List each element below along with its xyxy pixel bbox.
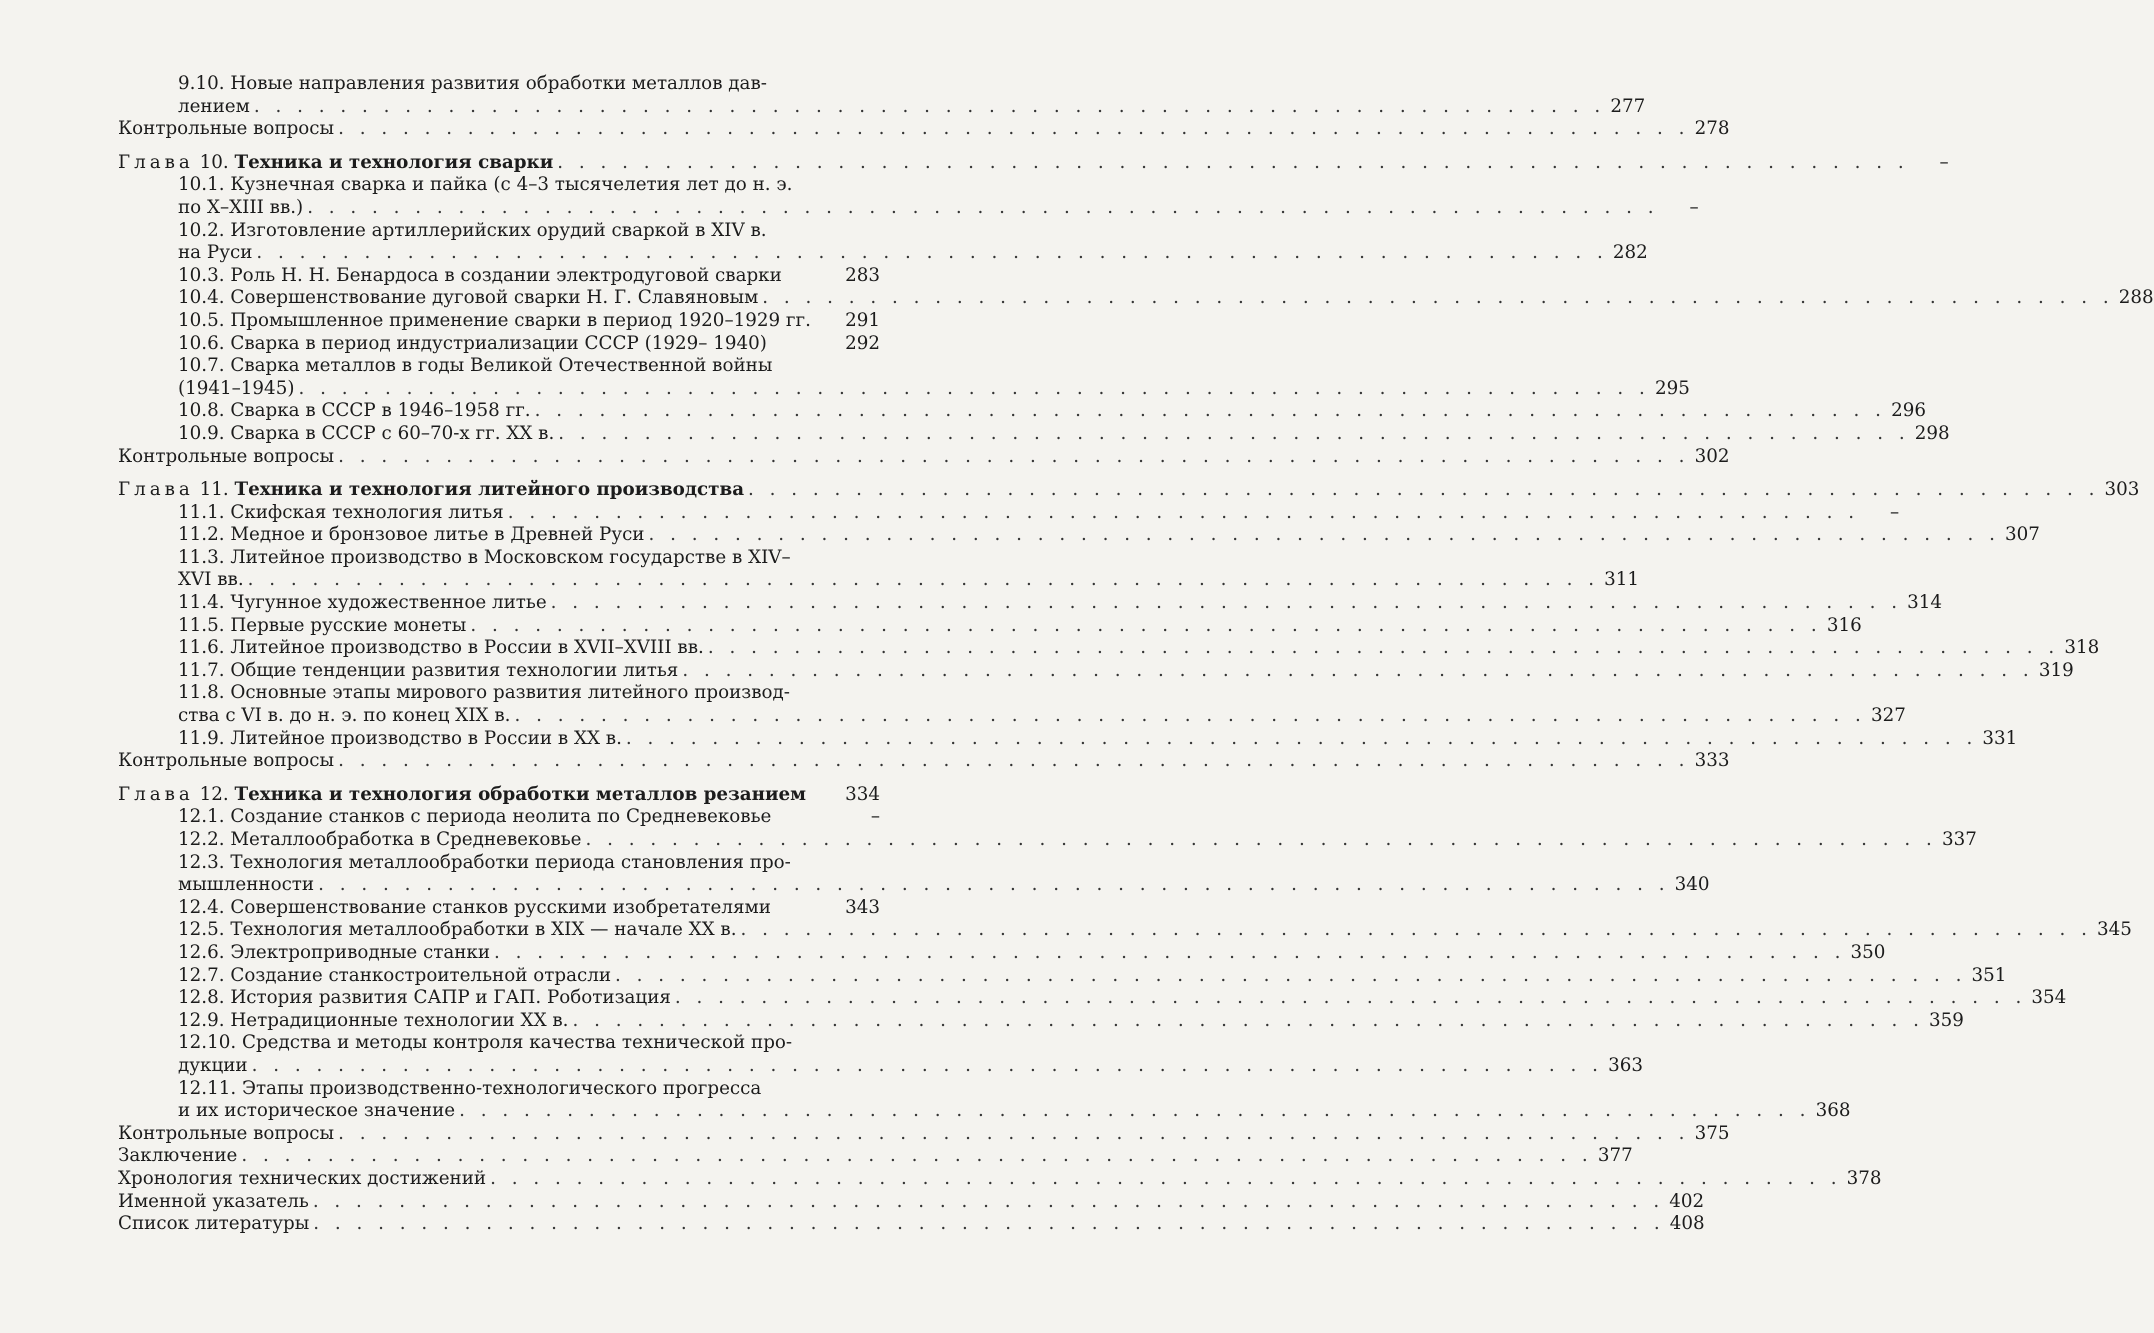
page-number: –	[1939, 151, 1949, 173]
dot-leader: . . . . . . . . . . . . . . . . . . . . . . . . . . . . . . . . . . . . . . . . . . . . . . . . . . . . . . . . . . . . . . .	[748, 479, 2100, 501]
dot-leader: . . . . . . . . . . . . . . . . . . . . . . . . . . . . . . . . . . . . . . . . . . . . . . . . . . . . . . . . . . . . . . .	[514, 705, 1866, 727]
chapter-number: 11.	[199, 479, 235, 501]
toc-entry-title: дукции	[178, 1054, 248, 1076]
toc-entry	[118, 705, 1906, 728]
toc-entry	[118, 897, 880, 920]
dot-leader: . . . . . . . . . . . . . . . . . . . . . . . . . . . . . . . . . . . . . . . . . . . . . . . . . . . . . . . . . . . . . . .	[318, 874, 1670, 896]
toc-entry-title: 12.4. Совершенствование станков русскими изобретателями	[178, 896, 771, 918]
page-number: 311	[1604, 569, 1640, 591]
toc-entry	[118, 73, 880, 96]
page-number: 375	[1694, 1122, 1730, 1144]
dot-leader: . . . . . . . . . . . . . . . . . . . . . . . . . . . . . . . . . . . . . . . . . . . . . . . . . . . . . . . . . . . . . . .	[338, 1122, 1690, 1144]
toc-entry-title: 9.10. Новые направления развития обработки металлов дав-	[178, 73, 767, 94]
table-of-contents	[118, 73, 2154, 1236]
toc-entry-title: 11.3. Литейное производство в Московском государстве в XIV–	[178, 546, 791, 568]
page-number: 351	[1971, 964, 2007, 986]
toc-entry	[118, 987, 2067, 1010]
dot-leader: . . . . . . . . . . . . . . . . . . . . . . . . . . . . . . . . . . . . . . . . . . . . . . . . . . . . . . . . . . . . . . .	[312, 1190, 1665, 1212]
page-number: 318	[2064, 637, 2100, 659]
toc-entry	[118, 1167, 1882, 1191]
page-number: 307	[2004, 524, 2040, 546]
dot-leader: . . . . . . . . . . . . . . . . . . . . . . . . . . . . . . . . . . . . . . . . . . . . . . . . . . . . . . . . . . . . . . .	[558, 422, 1910, 444]
dot-leader: . . . . . . . . . . . . . . . . . . . . . . . . . . . . . . . . . . . . . . . . . . . . . . . . . . . . . . . . . . . . . . .	[494, 941, 1846, 963]
toc-chapter-heading	[118, 479, 2140, 502]
page-number: 350	[1850, 941, 1886, 963]
toc-entry	[118, 1009, 1964, 1033]
toc-entry-title: лением	[178, 95, 250, 117]
page-number: 314	[1907, 592, 1943, 614]
toc-entry	[118, 874, 1710, 897]
toc-entry-title: 12.10. Средства и методы контроля качества технической про-	[178, 1032, 793, 1054]
toc-entry	[118, 174, 880, 197]
toc-entry	[118, 95, 1646, 119]
toc-entry	[118, 220, 880, 243]
page-number: –	[1689, 196, 1699, 218]
chapter-number: 10.	[199, 151, 235, 173]
chapter-number: 12.	[199, 783, 235, 805]
page-number: 302	[1694, 445, 1730, 467]
page-number: 327	[1870, 705, 1906, 727]
chapter-title: Техника и технология сварки	[234, 151, 554, 173]
chapter-label: Глава	[118, 479, 194, 501]
toc-entry	[118, 592, 1943, 615]
toc-entry-title: Контрольные вопросы	[118, 118, 335, 140]
toc-entry-title: 10.1. Кузнечная сварка и пайка (с 4–3 тысячелетия лет до н. э.	[178, 174, 793, 196]
dot-leader: . . . . . . . . . . . . . . . . . . . . . . . . . . . . . . . . . . . . . . . . . . . . . . . . . . . . . . . . . . . . . . .	[470, 614, 1822, 636]
toc-entry-title: 12.8. История развития САПР и ГАП. Роботизация	[178, 987, 671, 1009]
page-number: 331	[1982, 727, 2018, 749]
dot-leader: . . . . . . . . . . . . . . . . . . . . . . . . . . . . . . . . . . . . . . . . . . . . . . . . . . . . . . . . . . . . . . .	[256, 242, 1608, 264]
page-number: 408	[1669, 1213, 1705, 1235]
dot-leader: . . . . . . . . . . . . . . . . . . . . . . . . . . . . . . . . . . . . . . . . . . . . . . . . . . . . . . . . . . . . . . .	[534, 400, 1886, 422]
page-number: 316	[1826, 614, 1862, 636]
toc-entry	[118, 964, 2007, 988]
dot-leader: . . . . . . . . . . . . . . . . . . . . . . . . . . . . . . . . . . . . . . . . . . . . . . . . . . . . . . . . . . . . . . .	[338, 118, 1690, 140]
page-number: –	[1889, 501, 1900, 523]
toc-entry	[118, 445, 1730, 469]
page-number: 295	[1654, 377, 1690, 399]
toc-entry	[118, 118, 1730, 141]
toc-entry	[118, 614, 1862, 638]
toc-entry-title: 11.1. Скифская технология литья	[178, 501, 504, 523]
toc-entry-title: 10.2. Изготовление артиллерийских орудий сваркой в XIV в.	[178, 219, 767, 241]
toc-entry	[118, 852, 880, 875]
toc-entry	[118, 355, 880, 378]
toc-entry	[118, 682, 880, 705]
chapter-title: Техника и технология литейного производства	[234, 479, 745, 501]
toc-entry-title: 11.7. Общие тенденции развития технологии литья	[178, 659, 679, 681]
dot-leader: . . . . . . . . . . . . . . . . . . . . . . . . . . . . . . . . . . . . . . . . . . . . . . . . . . . . . . . . . . . . . . .	[459, 1100, 1811, 1122]
dot-leader: . . . . . . . . . . . . . . . . . . . . . . . . . . . . . . . . . . . . . . . . . . . . . . . . . . . . . . . . . . . . . . .	[682, 659, 2034, 681]
page-number: 282	[1612, 242, 1648, 264]
toc-entry-title	[118, 152, 553, 175]
toc-entry	[118, 829, 1977, 852]
page-number: 378	[1846, 1167, 1882, 1189]
page-number: –	[870, 806, 880, 828]
toc-entry-title: 10.7. Сварка металлов в годы Великой Отечественной войны	[178, 355, 773, 377]
toc-entry-title: Контрольные вопросы	[118, 445, 335, 467]
page-number: 377	[1597, 1145, 1633, 1167]
page-number: 298	[1914, 422, 1950, 444]
toc-entry-title: мышленности	[178, 874, 315, 896]
page-number: 337	[1941, 829, 1977, 850]
page-number: 319	[2038, 659, 2074, 681]
toc-entry	[118, 242, 1648, 265]
toc-entry-title: ства с VI в. до н. э. по конец XIX в.	[178, 705, 511, 727]
page-number: 345	[2097, 919, 2132, 941]
toc-entry	[118, 422, 1950, 446]
page-number: 334	[845, 783, 880, 805]
toc-entry-title: 10.6. Сварка в период индустриализации СССР (1929– 1940)	[178, 332, 767, 354]
page-number: 278	[1694, 118, 1730, 140]
toc-entry-title: 10.9. Сварка в СССР с 60–70-х гг. XX в.	[178, 422, 555, 444]
toc-entry-title: 11.5. Первые русские монеты	[178, 614, 467, 636]
dot-leader: . . . . . . . . . . . . . . . . . . . . . . . . . . . . . . . . . . . . . . . . . . . . . . . . . . . . . . . . . . . . . . .	[490, 1167, 1842, 1189]
toc-entry	[118, 1145, 1633, 1168]
dot-leader: . . . . . . . . . . . . . . . . . . . . . . . . . . . . . . . . . . . . . . . . . . . . . . . . . . . . . . . . . . . . . . .	[251, 1054, 1603, 1076]
dot-leader: . . . . . . . . . . . . . . . . . . . . . . . . . . . . . . . . . . . . . . . . . . . . . . . . . . . . . . . . . . . . . . .	[615, 964, 1967, 986]
toc-entry	[118, 1054, 1643, 1078]
toc-entry-title: XVI вв.	[178, 569, 244, 591]
toc-entry-title: Контрольные вопросы	[118, 1122, 335, 1144]
toc-entry-title: 10.5. Промышленное применение сварки в период 1920–1929 гг.	[178, 309, 811, 331]
toc-entry-title: Список литературы	[118, 1213, 310, 1235]
dot-leader: . . . . . . . . . . . . . . . . . . . . . . . . . . . . . . . . . . . . . . . . . . . . . . . . . . . . . . . . . . . . . . .	[253, 95, 1606, 117]
toc-entry-title: 12.7. Создание станкостроительной отрасли	[178, 964, 612, 986]
toc-entry	[118, 569, 1640, 592]
chapter-title: Техника и технология обработки металлов резанием	[234, 783, 807, 805]
toc-entry-title: 10.8. Сварка в СССР в 1946–1958 гг.	[178, 400, 531, 422]
toc-entry-title: 11.9. Литейное производство в России в XX в.	[178, 727, 622, 749]
toc-entry	[118, 287, 2154, 310]
chapter-label: Глава	[118, 783, 194, 805]
toc-entry	[118, 501, 1900, 525]
toc-entry	[118, 547, 880, 570]
toc-entry	[118, 637, 2100, 660]
dot-leader: . . . . . . . . . . . . . . . . . . . . . . . . . . . . . . . . . . . . . . . . . . . . . . . . . . . . . . . . . . . . . . .	[707, 637, 2060, 659]
toc-chapter-heading	[118, 784, 880, 807]
page-number: 291	[845, 309, 880, 331]
dot-leader: . . . . . . . . . . . . . . . . . . . . . . . . . . . . . . . . . . . . . . . . . . . . . . . . . . . . . . . . . . . . . . .	[572, 1009, 1924, 1031]
toc-entry-title: Контрольные вопросы	[118, 750, 335, 772]
chapter-label: Глава	[118, 151, 194, 173]
toc-entry-title: 12.6. Электроприводные станки	[178, 941, 491, 963]
toc-entry	[118, 1122, 1730, 1146]
toc-entry	[118, 196, 1699, 220]
dot-leader: . . . . . . . . . . . . . . . . . . . . . . . . . . . . . . . . . . . . . . . . . . . . . . . . . . . . . . . . . . . . . . .	[307, 196, 1659, 218]
toc-entry-title	[118, 784, 806, 807]
page-number: 340	[1674, 874, 1710, 896]
toc-entry	[118, 400, 1926, 423]
dot-leader: . . . . . . . . . . . . . . . . . . . . . . . . . . . . . . . . . . . . . . . . . . . . . . . . . . . . . . . . . . . . . . .	[507, 501, 1860, 523]
toc-entry-title: 12.5. Технология металлообработки в XIX — начале XX в.	[178, 919, 737, 941]
toc-entry	[118, 941, 1886, 965]
dot-leader: . . . . . . . . . . . . . . . . . . . . . . . . . . . . . . . . . . . . . . . . . . . . . . . . . . . . . . . . . . . . . . .	[550, 592, 1903, 614]
toc-entry	[118, 1213, 1705, 1236]
toc-entry-title: (1941–1945)	[178, 377, 295, 399]
page-number: 368	[1815, 1100, 1851, 1122]
toc-entry	[118, 1100, 1851, 1123]
dot-leader: . . . . . . . . . . . . . . . . . . . . . . . . . . . . . . . . . . . . . . . . . . . . . . . . . . . . . . . . . . . . . . .	[625, 727, 1978, 749]
toc-entry-title: на Руси	[178, 242, 253, 264]
toc-entry	[118, 265, 880, 288]
toc-entry-title: 11.8. Основные этапы мирового развития литейного производ-	[178, 682, 790, 704]
toc-entry-title: 12.1. Создание станков с периода неолита по Средневековье	[178, 806, 772, 828]
page-number: 333	[1694, 750, 1730, 772]
page-number: 277	[1610, 95, 1646, 117]
page-number: 354	[2031, 987, 2067, 1009]
toc-entry-title: Хронология технических достижений	[118, 1167, 487, 1189]
toc-entry-title: Заключение	[118, 1145, 238, 1167]
dot-leader: . . . . . . . . . . . . . . . . . . . . . . . . . . . . . . . . . . . . . . . . . . . . . . . . . . . . . . . . . . . . . . .	[557, 151, 1909, 173]
toc-entry	[118, 310, 880, 333]
toc-entry-title: 12.9. Нетрадиционные технологии XX в.	[178, 1009, 569, 1031]
toc-entry	[118, 806, 880, 829]
toc-entry-title: 11.2. Медное и бронзовое литье в Древней Руси	[178, 524, 645, 546]
toc-entry-title: 11.4. Чугунное художественное литье	[178, 592, 547, 614]
toc-entry-title: и их историческое значение	[178, 1100, 456, 1122]
toc-entry-title: 11.6. Литейное производство в России в XVII–XVIII вв.	[178, 637, 704, 659]
toc-entry-title: 12.2. Металлообработка в Средневековье	[178, 829, 582, 850]
toc-entry	[118, 659, 2074, 683]
toc-entry-title: 10.4. Совершенствование дуговой сварки Н. Г. Славяновым	[178, 287, 759, 309]
dot-leader: . . . . . . . . . . . . . . . . . . . . . . . . . . . . . . . . . . . . . . . . . . . . . . . . . . . . . . . . . . . . . . .	[740, 919, 2092, 941]
toc-entry-title: 12.11. Этапы производственно-технологического прогресса	[178, 1077, 762, 1099]
toc-chapter-heading	[118, 151, 1949, 175]
toc-entry	[118, 727, 2018, 751]
page-number: 402	[1669, 1190, 1705, 1212]
toc-entry-title: 12.3. Технология металлообработки периода становления про-	[178, 851, 791, 873]
toc-entry-title: Именной указатель	[118, 1190, 309, 1212]
toc-entry	[118, 333, 880, 356]
toc-entry	[118, 524, 2040, 547]
dot-leader: . . . . . . . . . . . . . . . . . . . . . . . . . . . . . . . . . . . . . . . . . . . . . . . . . . . . . . . . . . . . . . .	[298, 377, 1650, 399]
toc-entry	[118, 1190, 1705, 1214]
dot-leader: . . . . . . . . . . . . . . . . . . . . . . . . . . . . . . . . . . . . . . . . . . . . . . . . . . . . . . . . . . . . . . .	[241, 1145, 1593, 1167]
toc-entry	[118, 1078, 880, 1101]
page-number: 303	[2104, 479, 2140, 501]
toc-entry-title: по X–XIII вв.)	[178, 196, 304, 218]
page-number: 296	[1891, 400, 1926, 422]
dot-leader: . . . . . . . . . . . . . . . . . . . . . . . . . . . . . . . . . . . . . . . . . . . . . . . . . . . . . . . . . . . . . . .	[313, 1213, 1665, 1235]
toc-entry	[118, 1032, 880, 1055]
dot-leader: . . . . . . . . . . . . . . . . . . . . . . . . . . . . . . . . . . . . . . . . . . . . . . . . . . . . . . . . . . . . . . .	[762, 287, 2114, 309]
dot-leader: . . . . . . . . . . . . . . . . . . . . . . . . . . . . . . . . . . . . . . . . . . . . . . . . . . . . . . . . . . . . . . .	[247, 569, 1600, 591]
dot-leader: . . . . . . . . . . . . . . . . . . . . . . . . . . . . . . . . . . . . . . . . . . . . . . . . . . . . . . . . . . . . . . .	[338, 750, 1690, 772]
dot-leader: . . . . . . . . . . . . . . . . . . . . . . . . . . . . . . . . . . . . . . . . . . . . . . . . . . . . . . . . . . . . . . .	[338, 445, 1690, 467]
toc-entry	[118, 750, 1730, 773]
toc-entry	[118, 919, 2132, 942]
page-number: 292	[845, 332, 880, 354]
toc-entry-title	[118, 479, 744, 502]
toc-entry-title: 10.3. Роль Н. Н. Бенардоса в создании электродуговой сварки	[178, 264, 782, 286]
dot-leader: . . . . . . . . . . . . . . . . . . . . . . . . . . . . . . . . . . . . . . . . . . . . . . . . . . . . . . . . . . . . . . .	[648, 524, 2000, 546]
page-number: 288	[2118, 287, 2154, 309]
page-number: 359	[1928, 1009, 1964, 1031]
page-number: 363	[1608, 1054, 1643, 1076]
page-number: 283	[845, 264, 880, 286]
page-number: 343	[845, 896, 880, 918]
dot-leader: . . . . . . . . . . . . . . . . . . . . . . . . . . . . . . . . . . . . . . . . . . . . . . . . . . . . . . . . . . . . . . .	[585, 829, 1937, 850]
toc-entry	[118, 377, 1690, 401]
dot-leader: . . . . . . . . . . . . . . . . . . . . . . . . . . . . . . . . . . . . . . . . . . . . . . . . . . . . . . . . . . . . . . .	[674, 987, 2027, 1009]
